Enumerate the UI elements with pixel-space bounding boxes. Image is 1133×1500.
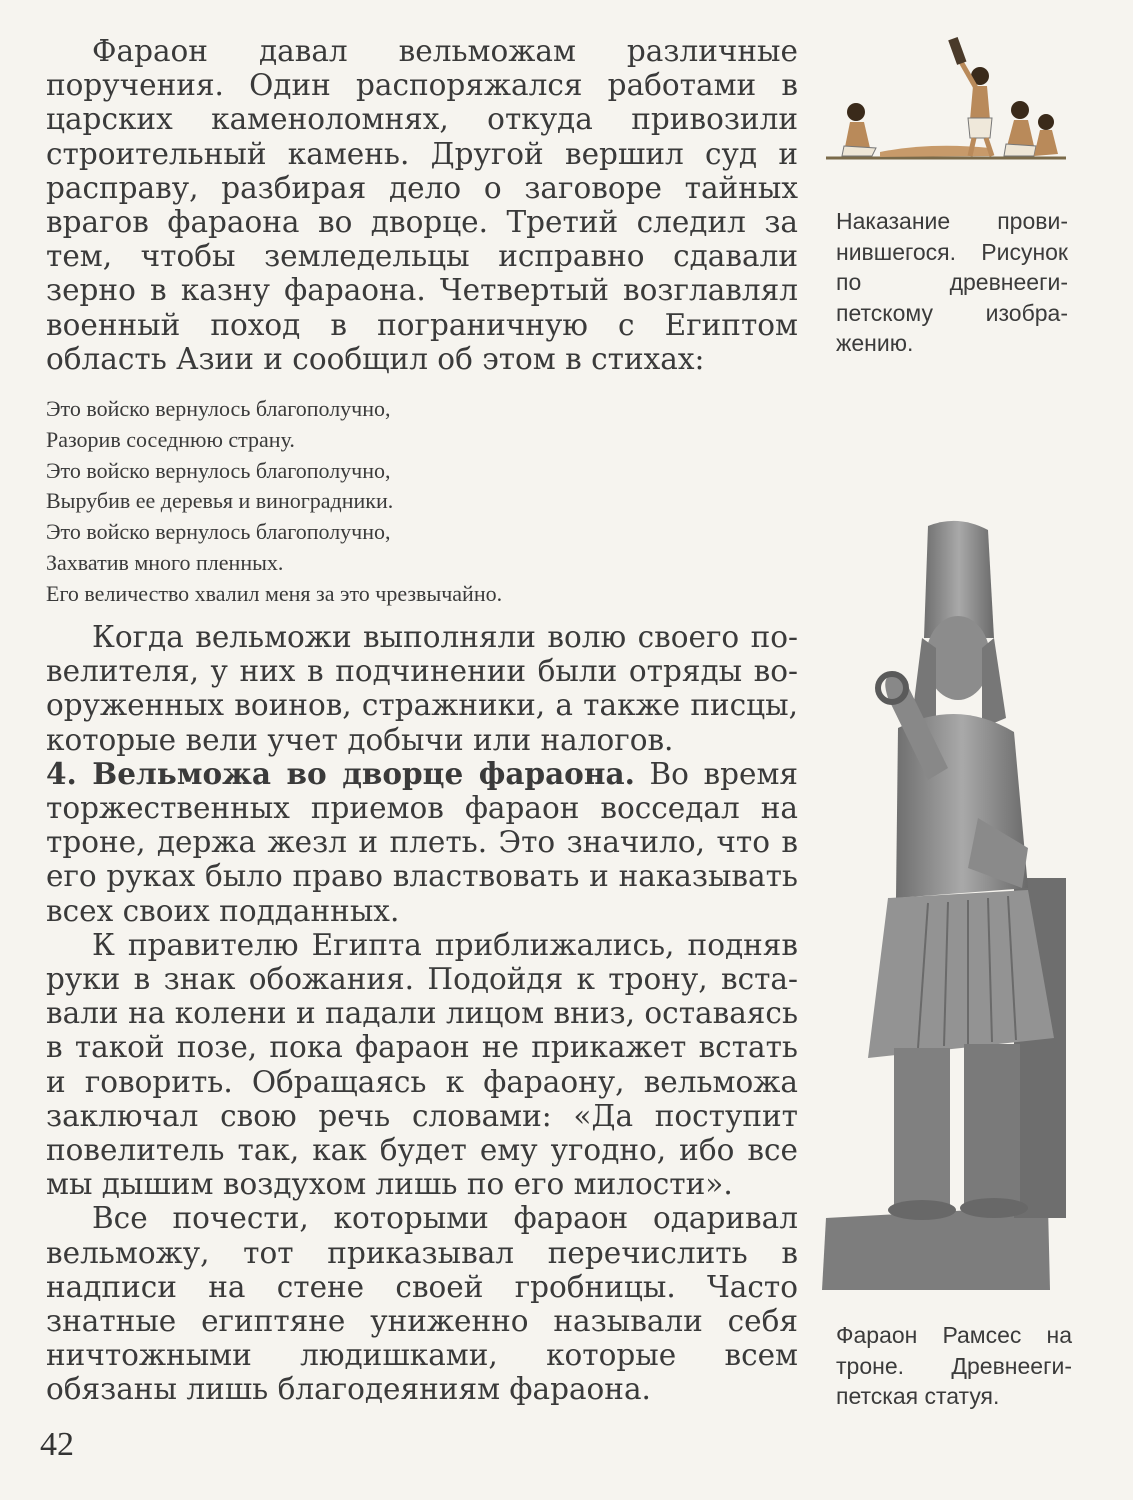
caption-ramses: Фараон Рамсес на троне. Древнеегипетская статуя. [836, 1322, 1072, 1410]
poem [46, 394, 686, 610]
poem-line: Его величество хвалил меня за это чрезвычайно. [46, 580, 503, 606]
poem-line: Разорив соседнюю страну. [46, 426, 295, 452]
main-text-column [46, 34, 798, 376]
paragraph-honors: Все почести, которыми фараон одаривал вельможу, тот приказывал перечислить в надписи на стене своей гробницы. Часто знатные египтяне униженно называли себя ничтожными людишками, которые всем обязаны лишь благодеяниям фараона. [46, 1201, 798, 1407]
ramses-statue-photo [818, 518, 1080, 1290]
poem-line: Это войско вернулось благополучно, [46, 457, 391, 483]
poem-line: Это войско вернулось благополучно, [46, 519, 391, 545]
section-text: Во время торжественных приемов фараон восседал на троне, держа жезл и плеть. Это значило, что в его руках было право властвовать и наказывать всех своих подданных. [46, 756, 799, 928]
poem-line: Это войско вернулось благополучно, [46, 396, 391, 421]
page-number: 42 [40, 1426, 74, 1463]
lower-text-column [46, 620, 798, 1407]
paragraph-subordinates: Когда вельможи выполняли волю своего повелителя, у них в подчинении были отряды вооруженных воинов, стражники, а также писцы, которые вели учет добычи или налогов. [46, 620, 798, 757]
caption-punishment: Наказание провинившегося. Рисунок по древнеегипетскому изображению. [836, 208, 1068, 357]
paragraph-duties: Фараон давал вельможам различные поручения. Один распоряжался работами в царских каменoломнях, откуда привозили строительный камень. Другой вершил суд и расправу, разбирая дело о заговоре тайных врагов фараона во дворце. Третий следил за тем, чтобы земледельцы исправно сдавали зерно в казну фараона. Четвертый возглавлял военный поход в пограничную с Египтом область Азии и сообщил об этом в стихах: [46, 34, 798, 376]
poem-line: Захватив много пленных. [46, 549, 284, 575]
section-paragraph [46, 757, 798, 928]
section-heading: 4. Вельможа во дворце фараона. [46, 755, 635, 791]
paragraph-throne: К правителю Египта приближались, подняв руки в знак обожания. Подойдя к трону, вставали на колени и падали лицом вниз, оставаясь в такой позе, пока фараон не прикажет встать и говорить. Обращаясь к фараону, вельможа заключал свою речь словами: «Да поступит повелитель так, как будет ему угодно, ибо все мы дышим воздухом лишь по его милости». [46, 927, 798, 1202]
punishment-illustration [820, 30, 1072, 170]
poem-line: Вырубив ее деревья и виноградники. [46, 488, 394, 514]
